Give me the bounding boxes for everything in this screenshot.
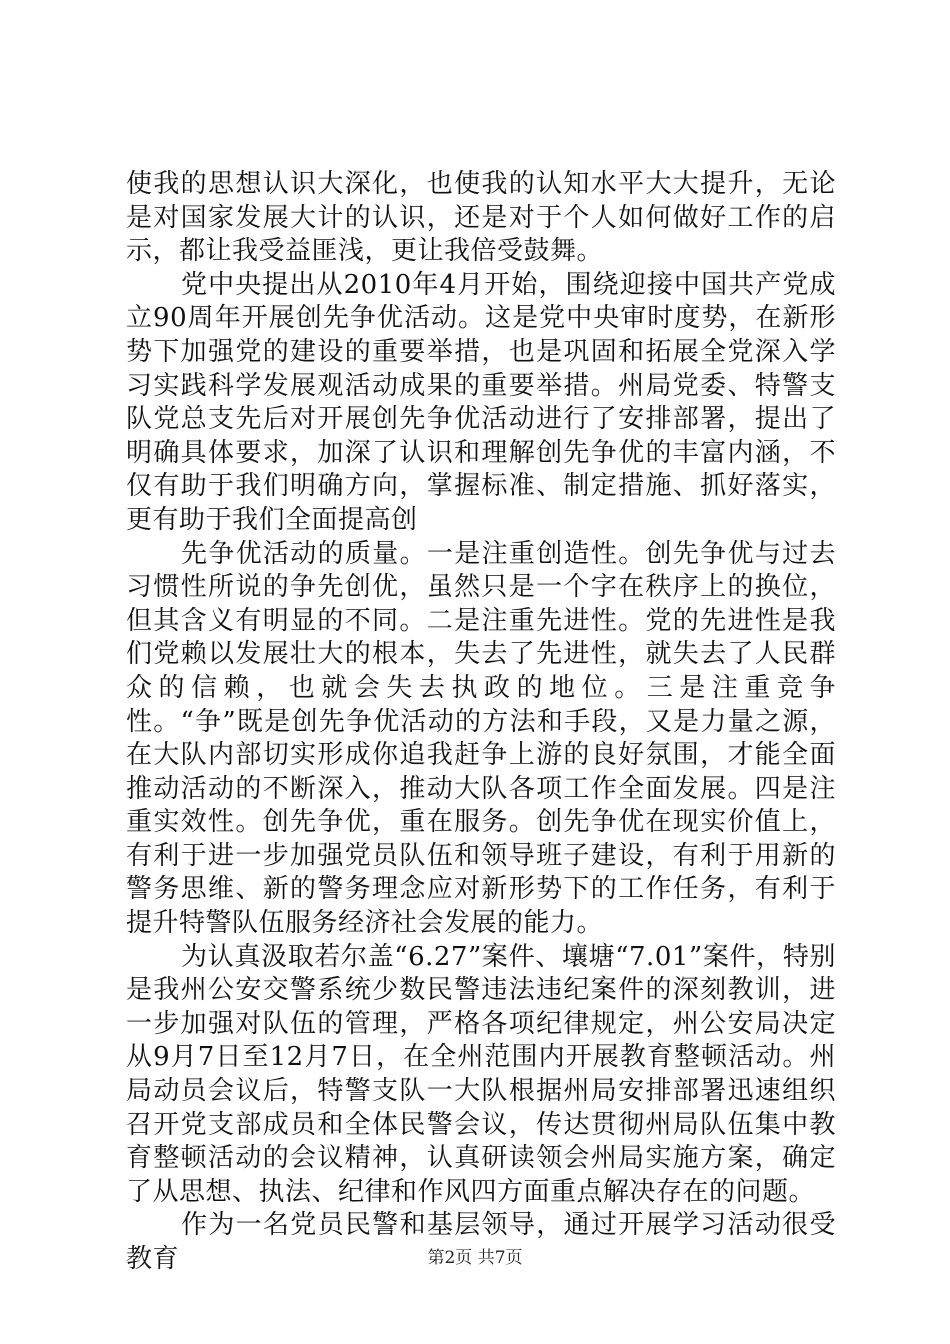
paragraph-2: 党中央提出从2010年4月开始，围绕迎接中国共产党成立90周年开展创先争优活动。这是党中央审时度势，在新形势下加强党的建设的重要举措，也是巩固和拓展全党深入学习实践科学发展观活动成果的重要举措。州局党委、特警支队党总支先后对开展创先争优活动进行了安排部署，提出了明确具体要求，加深了认识和理解创先争优的丰富内涵，不仅有助于我们明确方向，掌握标准、制定措施、抓好落实，更有助于我们全面提高创	[126, 269, 836, 535]
paragraph-5: 作为一名党员民警和基层领导，通过开展学习活动很受教育	[126, 1210, 836, 1274]
document-body	[126, 168, 836, 1277]
paragraph-1: 使我的思想认识大深化，也使我的认知水平大大提升，无论是对国家发展大计的认识，还是对于个人如何做好工作的启示，都让我受益匪浅，更让我倍受鼓舞。	[126, 169, 836, 267]
page-number-footer: 第2页 共7页	[427, 1248, 523, 1268]
paragraph-3: 先争优活动的质量。一是注重创造性。创先争优与过去习惯性所说的争先创优，虽然只是一个字在秩序上的换位，但其含义有明显的不同。二是注重先进性。党的先进性是我们党赖以发展壮大的根本，失去了先进性，就失去了人民群众的信赖，也就会失去执政的地位。三是注重竞争性。“争”既是创先争优活动的方法和手段，又是力量之源，在大队内部切实形成你追我赶争上游的良好氛围，才能全面推动活动的不断深入，推动大队各项工作全面发展。四是注重实效性。创先争优，重在服务。创先争优在现实价值上，有利于进一步加强党员队伍和领导班子建设，有利于用新的警务思维、新的警务理念应对新形势下的工作任务，有利于提升特警队伍服务经济社会发展的能力。	[126, 538, 836, 939]
paragraph-4: 为认真汲取若尔盖“6.27”案件、壤塘“7.01”案件，特别是我州公安交警系统少数民警违法违纪案件的深刻教训，进一步加强对队伍的管理，严格各项纪律规定，州公安局决定从9月7日至12月7日，在全州范围内开展教育整顿活动。州局动员会议后，特警支队一大队根据州局安排部署迅速组织召开党支部成员和全体民警会议，传达贯彻州局队伍集中教育整顿活动的会议精神，认真研读领会州局实施方案，确定了从思想、执法、纪律和作风四方面重点解决存在的问题。	[126, 941, 836, 1207]
